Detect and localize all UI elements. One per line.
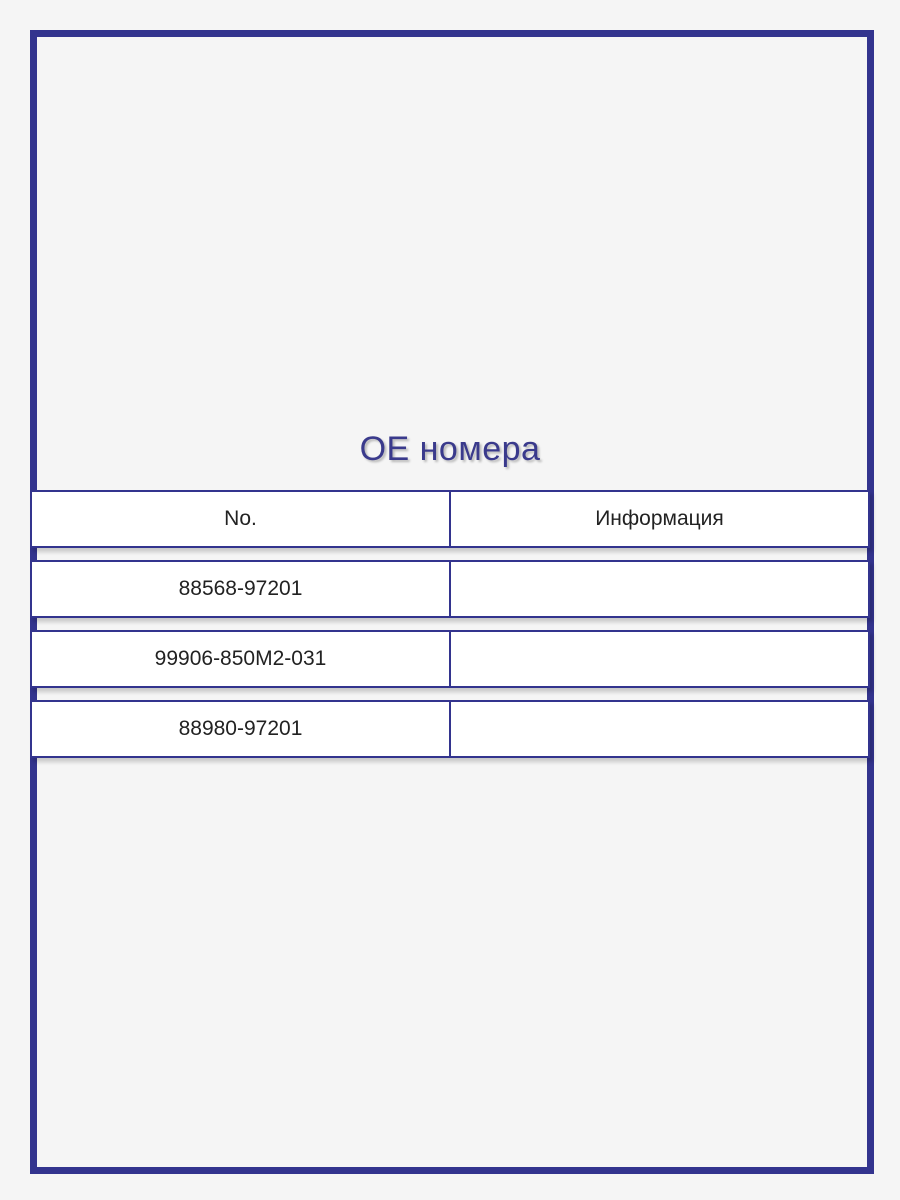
header-no: No. xyxy=(32,492,451,546)
info-cell xyxy=(451,562,868,616)
oe-number-cell: 88980-97201 xyxy=(32,702,451,756)
table-header-row xyxy=(30,490,870,548)
header-info: Информация xyxy=(595,507,724,530)
table-row xyxy=(30,630,870,688)
table-row xyxy=(30,560,870,618)
table-row xyxy=(30,700,870,758)
info-cell xyxy=(451,702,868,756)
page-title: OE номера xyxy=(359,430,541,468)
oe-number-cell: 88568-97201 xyxy=(32,562,451,616)
oe-number-cell: 99906-850M2-031 xyxy=(32,632,451,686)
info-cell xyxy=(451,632,868,686)
